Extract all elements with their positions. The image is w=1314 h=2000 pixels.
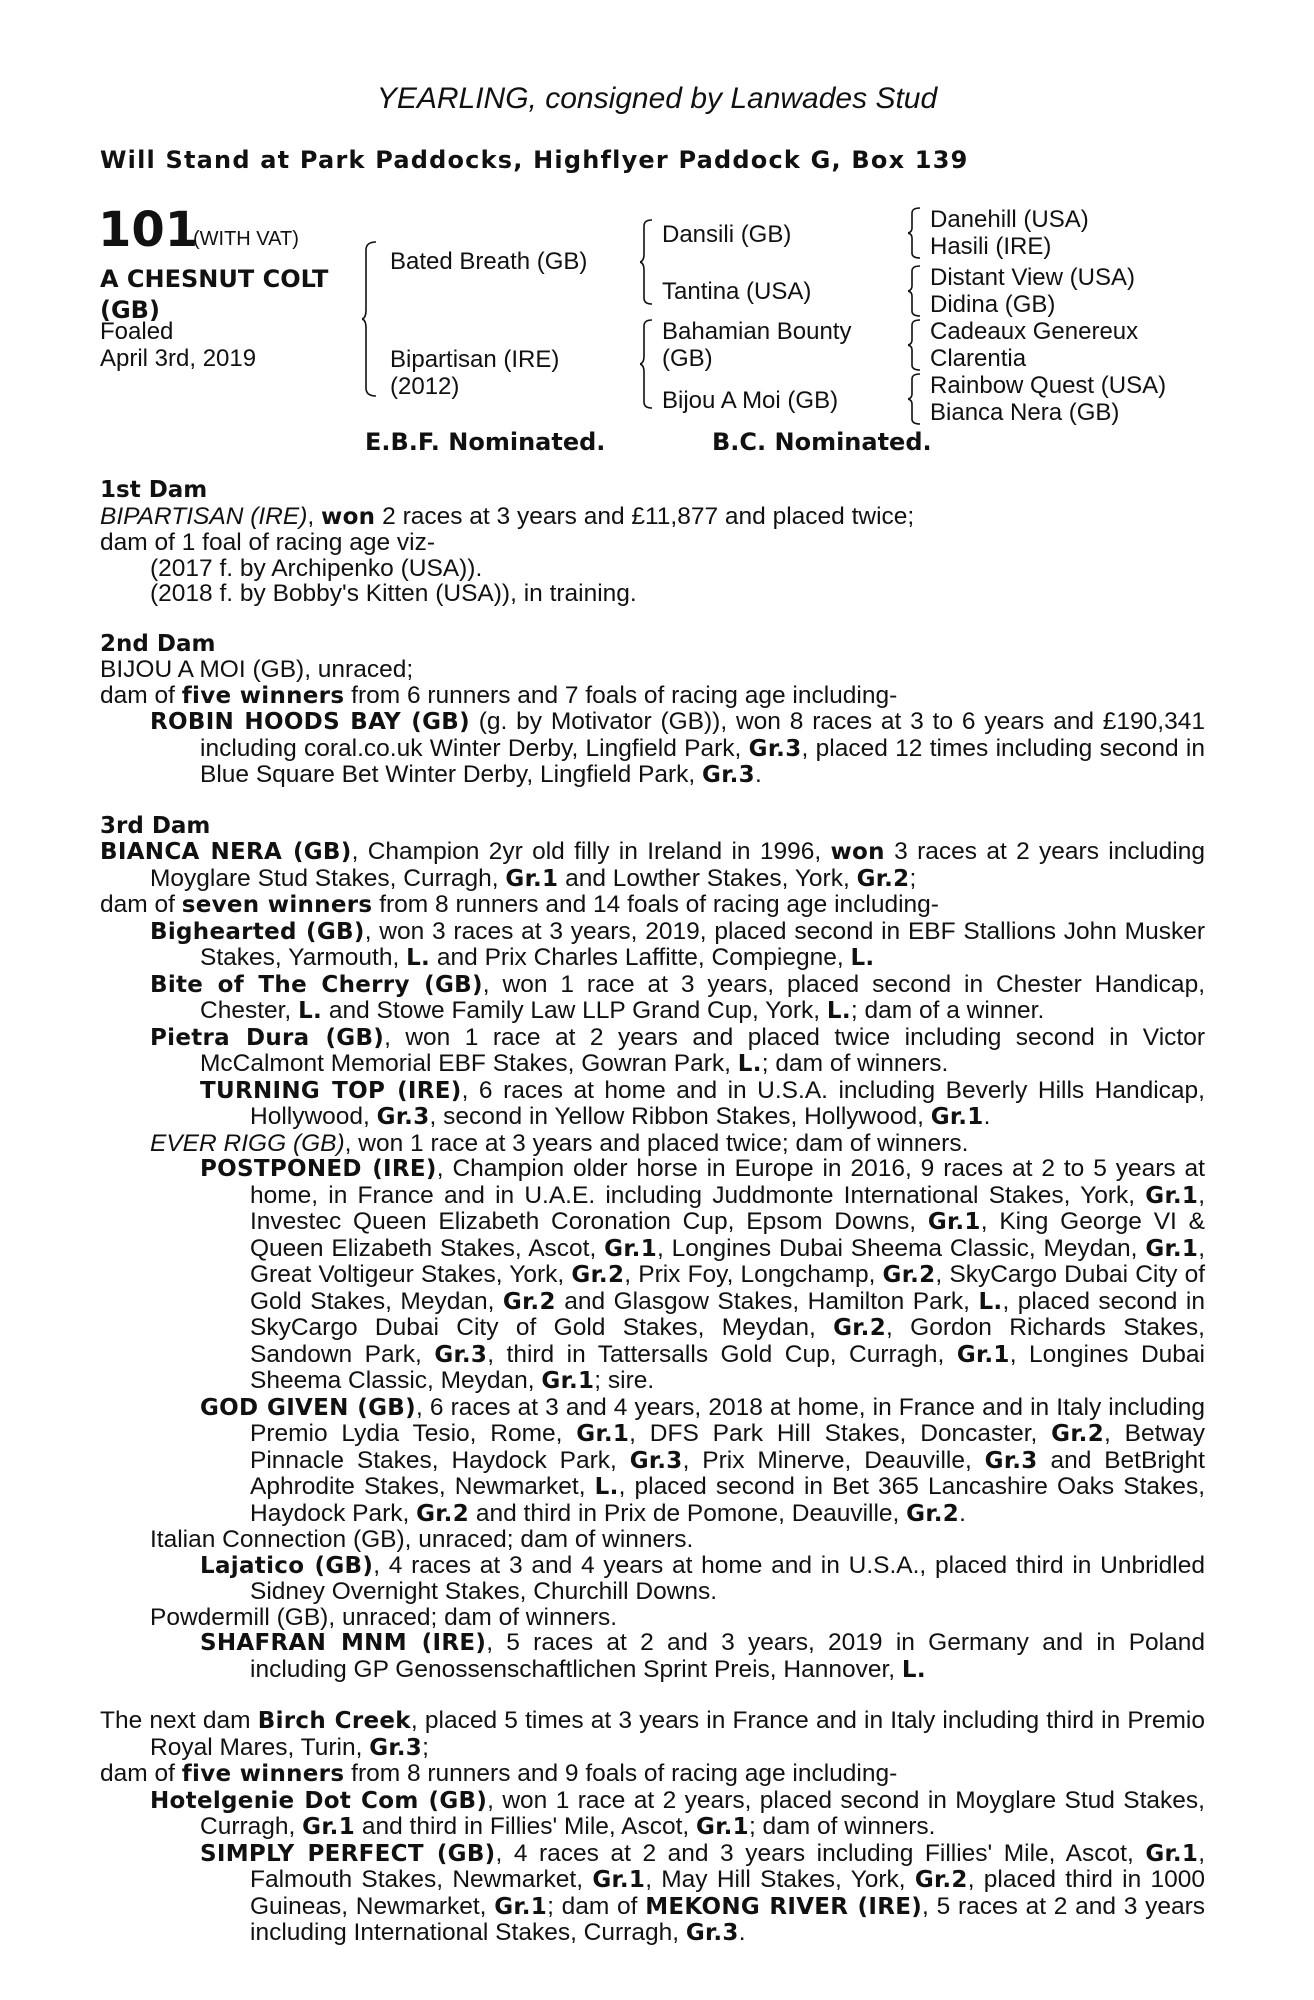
italian-connection-entry: Italian Connection (GB), unraced; dam of winners.: [150, 1526, 694, 1553]
text: ;: [909, 864, 917, 892]
foaled-date: April 3rd, 2019: [100, 345, 257, 372]
g-bracket-3: [908, 318, 922, 372]
lot-description-line1: A CHESNUT COLT: [100, 265, 329, 293]
grade: Gr.3: [434, 1341, 488, 1368]
grade: Gr.1: [1145, 1235, 1199, 1262]
text: , Great Voltigeur Stakes, York,: [250, 1234, 1206, 1288]
horse-name: Birch Creek: [257, 1708, 411, 1734]
text: , Champion older horse in Europe in 2016, 9 races at 2 to 5 years at home, in France and in U.A.E. including Juddmonte International Stakes, York,: [250, 1155, 1205, 1209]
lot-description-line2: (GB): [100, 296, 160, 324]
horse-name: BIANCA NERA (GB): [100, 839, 352, 865]
grade: Gr.1: [592, 1867, 646, 1893]
bianca-nera-entry: [100, 838, 1205, 892]
grade: Gr.1: [1145, 1182, 1199, 1209]
grade: Gr.1: [541, 1368, 595, 1394]
shafran-mnm-entry: [200, 1629, 1206, 1683]
foaled-label: Foaled: [100, 318, 174, 345]
winners-count: seven winners: [181, 892, 373, 918]
listed-mark: L.: [737, 1051, 762, 1077]
third-dam-produce: [100, 892, 1205, 919]
text: , May Hill Stakes, York,: [645, 1866, 915, 1893]
first-dam-foal-2018: (2018 f. by Bobby's Kitten (USA)), in training.: [150, 580, 637, 607]
text: , 4 races at 2 and 3 years including Fillies' Mile, Ascot,: [495, 1839, 1146, 1867]
grade: Gr.2: [914, 1867, 968, 1893]
text: , 6 races at home and in U.S.A. including Beverly Hills Handicap, Hollywood,: [250, 1076, 1205, 1130]
text: , placed 5 times at 3 years in France and in Italy including third in Premio Royal Mares, Turin,: [150, 1707, 1205, 1761]
text: ,: [307, 502, 322, 530]
grade: Gr.1: [1145, 1840, 1199, 1867]
grade: Gr.2: [416, 1500, 470, 1527]
sire-parents-bracket: [640, 218, 654, 306]
text: , King George VI & Queen Elizabeth Stakes, Ascot,: [250, 1208, 1205, 1262]
horse-name: MEKONG RIVER (IRE): [645, 1893, 923, 1920]
robin-hoods-bay-entry: [150, 708, 1205, 789]
grade: Gr.2: [882, 1262, 936, 1288]
bc-nominated: B.C. Nominated.: [712, 428, 932, 456]
horse-name: Hotelgenie Dot Com (GB): [150, 1787, 488, 1814]
listed-mark: L.: [298, 998, 323, 1024]
text: ; dam of a winner.: [850, 997, 1045, 1024]
grade: Gr.3: [984, 1447, 1038, 1474]
sire-dam-bracket: [362, 240, 378, 398]
grade: Gr.1: [505, 865, 559, 892]
lot-description: [100, 264, 328, 326]
text: 3 races at 2 years including Moyglare Stud Stakes, Curragh,: [150, 838, 1205, 892]
grade: Gr.3: [369, 1734, 423, 1761]
grade: Gr.2: [571, 1262, 625, 1288]
lot-number: 101: [98, 202, 199, 258]
pedigree-dam-sire-name: Bahamian Bounty: [662, 318, 852, 345]
hotelgenie-entry: [150, 1786, 1205, 1841]
g-bracket-1: [908, 206, 922, 260]
text: , Betway Pinnacle Stakes, Haydock Park,: [250, 1420, 1206, 1474]
first-dam-entry: [100, 504, 1205, 531]
text: ; sire.: [594, 1367, 655, 1394]
horse-name: GOD GIVEN (GB): [200, 1394, 416, 1421]
grade: Gr.3: [629, 1447, 683, 1474]
third-dam-heading: 3rd Dam: [100, 812, 211, 839]
text: dam of: [100, 681, 182, 709]
winners-count: five winners: [181, 1761, 345, 1787]
text: dam of: [100, 1760, 182, 1787]
listed-mark: L.: [850, 945, 875, 971]
text: , won 3 races at 3 years, 2019, placed second in EBF Stallions John Musker Stakes, Yarmouth,: [200, 917, 1206, 971]
section-gap: [100, 1683, 1205, 1708]
first-dam-foals: dam of 1 foal of racing age viz-: [100, 529, 436, 556]
bighearted-entry: [150, 917, 1206, 972]
grade: Gr.1: [302, 1814, 356, 1840]
dam-parents-bracket: [640, 318, 654, 410]
text: from 8 runners and 14 foals of racing age including-: [372, 891, 939, 918]
pedigree-dam: [390, 346, 559, 400]
text: and third in Prix de Pomone, Deauville,: [469, 1499, 907, 1527]
text: and Stowe Family Law LLP Grand Cup, York,: [322, 997, 827, 1024]
first-dam-name: BIPARTISAN (IRE): [100, 502, 308, 530]
second-dam-name: BIJOU A MOI (GB), unraced;: [100, 656, 414, 683]
text: , Prix Minerve, Deauville,: [682, 1446, 985, 1474]
grade: Gr.3: [748, 735, 802, 762]
grade: Gr.2: [906, 1500, 960, 1527]
grade: Gr.2: [856, 865, 910, 892]
text: ; dam of winners.: [748, 1813, 936, 1840]
foaled-info: [100, 318, 256, 372]
grade: Gr.1: [927, 1209, 981, 1235]
text: , 5 races at 2 and 3 years including International Stakes, Curragh,: [250, 1892, 1205, 1946]
listed-mark: L.: [594, 1474, 619, 1500]
horse-name: EVER RIGG (GB): [150, 1129, 345, 1157]
grade: Gr.2: [1051, 1421, 1105, 1447]
text: .: [754, 761, 762, 788]
powdermill-entry: Powdermill (GB), unraced; dam of winners.: [150, 1603, 618, 1631]
pedigree-dam-year: (2012): [390, 373, 460, 400]
grade: Gr.3: [376, 1104, 430, 1130]
text: and Prix Charles Laffitte, Compiegne,: [430, 944, 851, 971]
text: , won 1 race at 3 years, placed second in Chester Handicap, Chester,: [200, 970, 1205, 1024]
text: , placed second in Bet 365 Lancashire Oaks Stakes, Haydock Park,: [250, 1473, 1205, 1527]
horse-name: Lajatico (GB): [200, 1552, 374, 1579]
pedigree-dam-dam: Bijou A Moi (GB): [662, 387, 839, 414]
pedigree-g4: Didina (GB): [930, 291, 1056, 318]
text: , Investec Queen Elizabeth Coronation Cup, Epsom Downs,: [250, 1181, 1205, 1235]
text: The next dam: [100, 1707, 258, 1734]
text: , 5 races at 2 and 3 years, 2019 in Germany and in Poland including GP Genossenschaftlichen Sprint Preis, Hannover,: [250, 1629, 1206, 1683]
vat-note: (WITH VAT): [193, 228, 299, 250]
text: , second in Yellow Ribbon Stakes, Hollywood,: [429, 1103, 931, 1130]
horse-name: ROBIN HOODS BAY (GB): [150, 709, 470, 735]
birch-creek-entry: [100, 1707, 1205, 1761]
listed-mark: L.: [978, 1288, 1003, 1315]
winners-count: five winners: [181, 682, 345, 709]
ebf-nominated: E.B.F. Nominated.: [365, 428, 606, 456]
grade: Gr.1: [930, 1104, 984, 1130]
text: dam of: [100, 891, 182, 918]
text: , placed third in 1000 Guineas, Newmarket,: [250, 1866, 1205, 1920]
pedigree-g7: Rainbow Quest (USA): [930, 372, 1167, 399]
text: and Lowther Stakes, York,: [558, 864, 857, 892]
text: .: [738, 1919, 746, 1946]
text: , 4 races at 3 and 4 years at home and in U.S.A., placed third in Unbridled Sidney Overnight Stakes, Churchill Downs.: [250, 1551, 1206, 1605]
text: ;: [422, 1733, 429, 1761]
ever-rigg-entry: [150, 1129, 1205, 1157]
first-dam-heading: 1st Dam: [100, 477, 208, 503]
pedigree-g3: Distant View (USA): [930, 264, 1135, 291]
horse-name: POSTPONED (IRE): [200, 1156, 437, 1182]
text: , won 1 race at 2 years, placed second in Moyglare Stud Stakes, Curragh,: [200, 1786, 1205, 1840]
pedigree-g6: Clarentia: [930, 345, 1027, 372]
pedigree-g8: Bianca Nera (GB): [930, 399, 1120, 426]
text: , Longines Dubai Sheema Classic, Meydan,: [250, 1340, 1205, 1394]
grade: Gr.1: [696, 1814, 749, 1840]
horse-name: Bighearted (GB): [150, 918, 365, 945]
horse-name: SIMPLY PERFECT (GB): [200, 1840, 496, 1867]
text: .: [983, 1103, 991, 1130]
text: ; dam of winners.: [761, 1050, 949, 1077]
horse-name: Pietra Dura (GB): [150, 1024, 385, 1051]
text: and BetBright Aphrodite Stakes, Newmarket,: [250, 1446, 1205, 1500]
pedigree-g5: Cadeaux Genereux: [930, 318, 1139, 345]
text: .: [959, 1499, 966, 1527]
pedigree-sire-dam: Tantina (USA): [662, 278, 812, 305]
text: , Falmouth Stakes, Newmarket,: [250, 1839, 1206, 1893]
text: , placed 12 times including second in Blue Square Bet Winter Derby, Lingfield Park,: [200, 734, 1205, 788]
pedigree-g2: Hasili (IRE): [930, 233, 1052, 260]
stand-location: Will Stand at Park Paddocks, Highflyer Paddock G, Box 139: [100, 146, 969, 174]
text: , placed second in SkyCargo Dubai City of Gold Stakes, Meydan,: [250, 1287, 1205, 1341]
pedigree-g1: Danehill (USA): [930, 206, 1089, 233]
text: from 8 runners and 9 foals of racing age including-: [344, 1760, 898, 1787]
text: and Glasgow Stakes, Hamilton Park,: [555, 1287, 979, 1315]
won-label: won: [830, 839, 885, 865]
grade: Gr.1: [956, 1341, 1010, 1368]
text: , Champion 2yr old filly in Ireland in 1996,: [351, 838, 831, 865]
text: and third in Fillies' Mile, Ascot,: [355, 1813, 697, 1840]
second-dam-produce: [100, 683, 1205, 710]
text: , DFS Park Hill Stakes, Doncaster,: [629, 1420, 1052, 1447]
pietra-dura-entry: [150, 1023, 1205, 1078]
pedigree-sire-sire: Dansili (GB): [662, 221, 792, 248]
simply-perfect-entry: [200, 1839, 1206, 1947]
text: , Gordon Richards Stakes, Sandown Park,: [250, 1314, 1205, 1368]
text: , 6 races at 3 and 4 years, 2018 at home, in France and in Italy including Premio Lydia Tesio, Rome,: [250, 1393, 1206, 1447]
horse-name: Bite of The Cherry (GB): [150, 971, 483, 998]
text: , won 1 race at 3 years and placed twice; dam of winners.: [344, 1129, 969, 1157]
text: , won 1 race at 2 years and placed twice including second in Victor McCalmont Memorial EBF Stakes, Gowran Park,: [200, 1023, 1205, 1077]
page-title: YEARLING, consigned by Lanwades Stud: [376, 82, 938, 115]
text: ; dam of: [547, 1892, 646, 1920]
listed-mark: L.: [826, 998, 851, 1024]
listed-mark: L.: [406, 945, 431, 971]
grade: Gr.3: [685, 1920, 739, 1946]
g-bracket-4: [908, 372, 922, 426]
text: , SkyCargo Dubai City of Gold Stakes, Meydan,: [250, 1261, 1206, 1315]
text: , Prix Foy, Longchamp,: [624, 1261, 883, 1288]
grade: Gr.1: [604, 1235, 658, 1262]
grade: Gr.2: [833, 1315, 887, 1341]
won-label: won: [321, 503, 376, 530]
g-bracket-2: [908, 264, 922, 318]
pedigree-dam-name: Bipartisan (IRE): [390, 346, 560, 373]
text: 2 races at 3 years and £11,877 and placed twice;: [375, 502, 915, 530]
grade: Gr.1: [576, 1421, 630, 1447]
text: (g. by Motivator (GB)), won 8 races at 3 to 6 years and £190,341 including coral.co.uk Winter Derby, Lingfield Park,: [200, 708, 1205, 762]
text: , third in Tattersalls Gold Cup, Curragh,: [487, 1340, 957, 1368]
first-dam-foal-2017: (2017 f. by Archipenko (USA)).: [150, 554, 483, 582]
grade: Gr.2: [502, 1288, 556, 1315]
second-dam-heading: 2nd Dam: [100, 630, 216, 657]
horse-name: SHAFRAN MNM (IRE): [200, 1630, 487, 1656]
turning-top-entry: [200, 1076, 1205, 1131]
lajatico-entry: [200, 1551, 1206, 1605]
horse-name: TURNING TOP (IRE): [200, 1077, 462, 1104]
god-given-entry: [200, 1393, 1206, 1528]
text: , Longines Dubai Sheema Classic, Meydan,: [657, 1234, 1146, 1262]
postponed-entry: [200, 1155, 1206, 1395]
pedigree-dam-sire-country: (GB): [662, 345, 713, 372]
next-dam-produce: [100, 1761, 1205, 1788]
pedigree-sire: Bated Breath (GB): [390, 248, 588, 275]
dam-history: [100, 478, 1205, 1947]
bite-of-the-cherry-entry: [150, 970, 1205, 1025]
pedigree-dam-sire: [662, 318, 851, 372]
grade: Gr.3: [702, 762, 755, 788]
grade: Gr.1: [494, 1893, 548, 1920]
text: from 6 runners and 7 foals of racing age including-: [344, 681, 898, 709]
listed-mark: L.: [901, 1656, 926, 1683]
